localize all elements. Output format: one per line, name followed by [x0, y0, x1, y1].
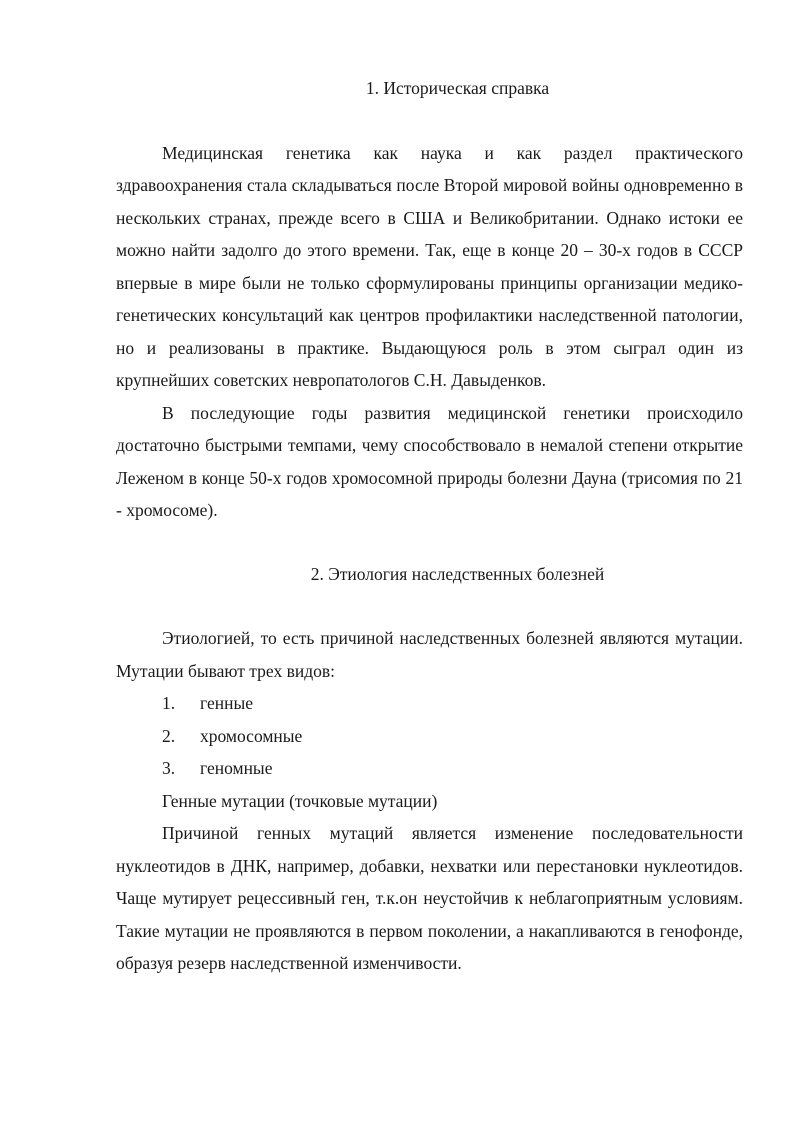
section-1-paragraph-2: В последующие годы развития медицинской генетики происходило достаточно быстрыми темпами, чему способствовало в немалой степени открытие Леженом в конце 50-х годов хромосомной природы болезни Дауна (трисомия по 21 - хромосоме).	[116, 402, 743, 520]
section-2-intro: Этиологией, то есть причиной наследственных болезней являются мутации. Мутации бывают трех видов:	[116, 628, 743, 681]
list-item-number: 2.	[162, 725, 176, 746]
section-1-paragraph-1: Медицинская генетика как наука и как раздел практического здравоохранения стала складываться после Второй мировой войны одновременно в нескольких странах, прежде всего в США и Великобритании. Однако истоки ее можно найти задолго до этого времени. Так, еще в конце 20 – 30-х годов в СССР впервые в мире были не только сформулированы принципы организации медико-генетических консультаций как центров профилактики наследственной патологии, но и реализованы в практике. Выдающуюся роль в этом сыграл один из крупнейших советских невропатологов С.Н. Давыденков.	[116, 142, 743, 390]
section-2-paragraph: Причиной генных мутаций является изменение последовательности нуклеотидов в ДНК, например, добавки, нехватки или перестановки нуклеотидов. Чаще мутирует рецессивный ген, т.к.он неустойчив к неблагоприятным условиям. Такие мутации не проявляются в первом поколении, а накапливаются в генофонде, образуя резерв наследственной изменчивости.	[116, 823, 743, 973]
gene-mutations-subheading: Генные мутации (точковые мутации)	[162, 790, 438, 811]
section-1-title: 1. Историческая справка	[365, 78, 550, 98]
list-item	[116, 720, 743, 753]
list-item	[116, 752, 743, 785]
mutation-types-list	[116, 687, 743, 785]
list-item-number: 3.	[162, 758, 176, 778]
list-item-number: 1.	[162, 693, 176, 713]
list-item	[116, 687, 743, 720]
list-item-text: генные	[200, 693, 253, 713]
list-item-text: геномные	[200, 758, 273, 778]
list-item-text: хромосомные	[200, 725, 303, 746]
section-2-title: 2. Этиология наследственных болезней	[310, 563, 605, 584]
